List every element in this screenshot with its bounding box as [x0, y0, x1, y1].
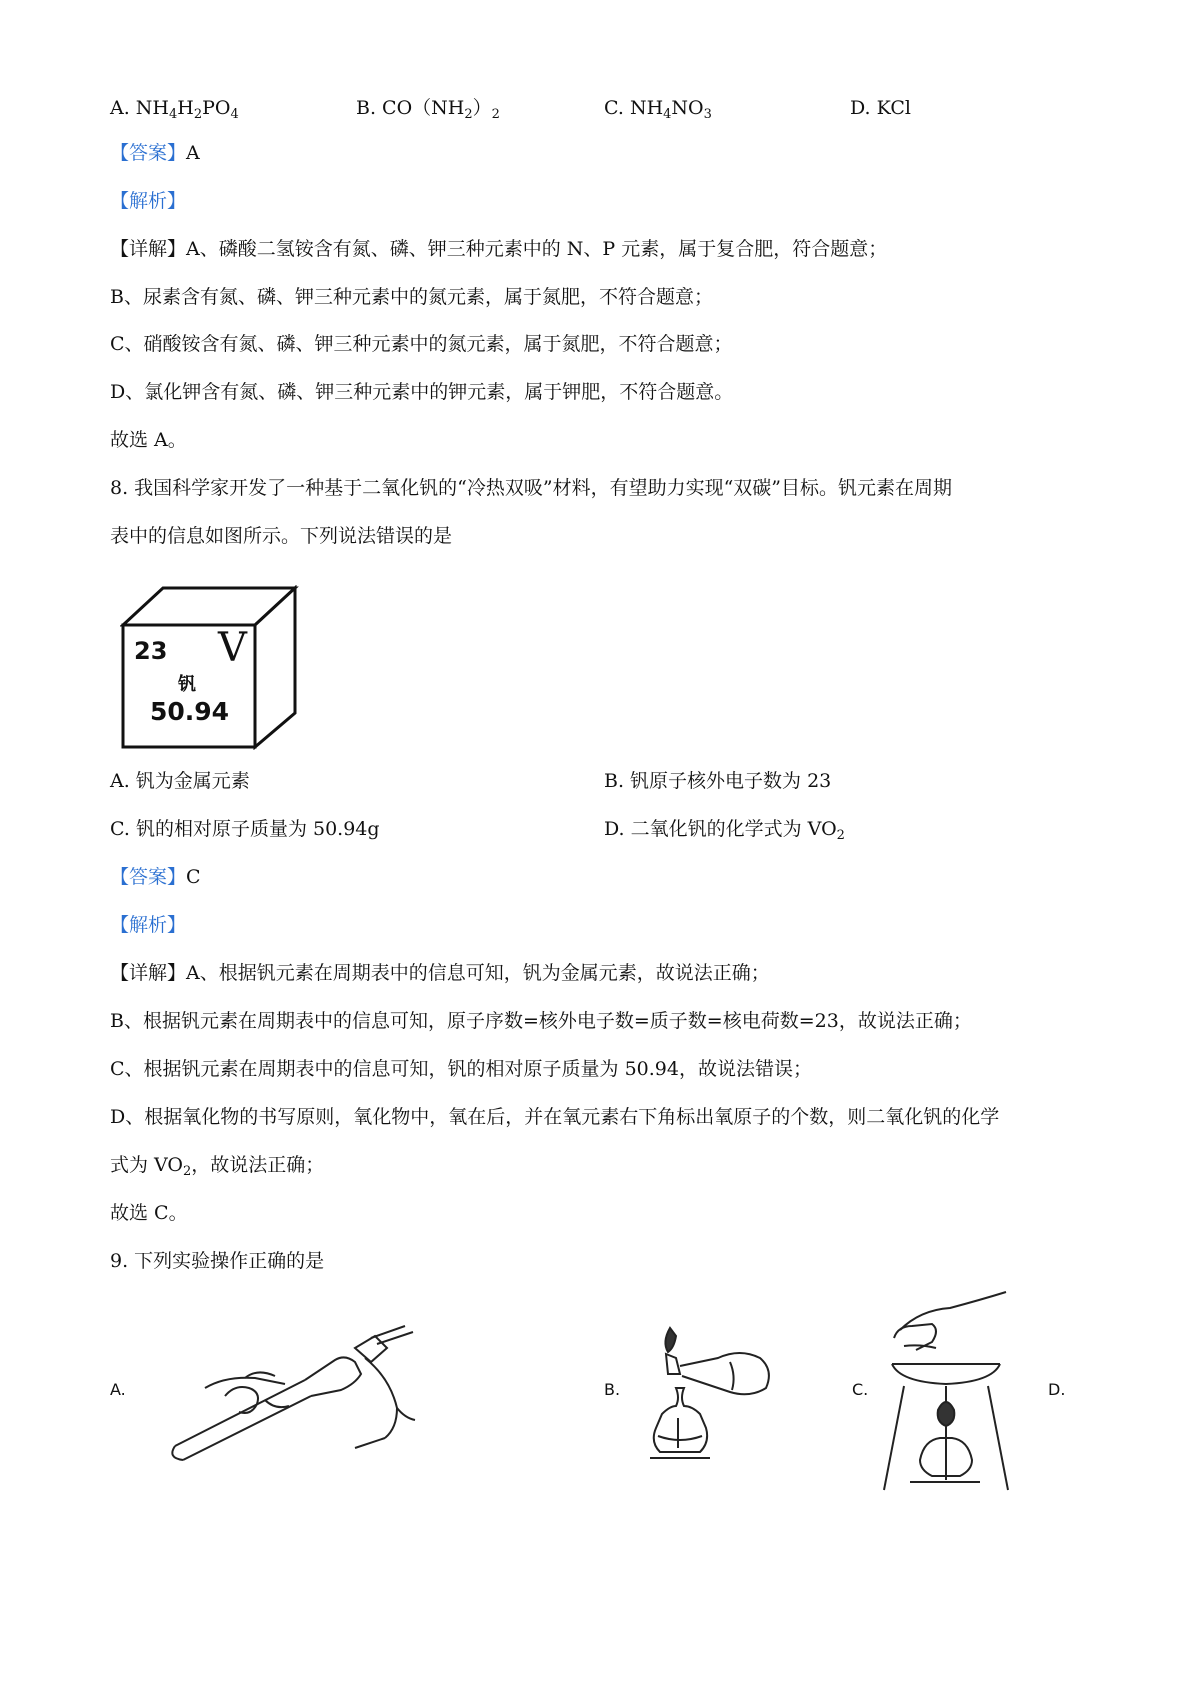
element-symbol: V — [218, 625, 247, 671]
atomic-number: 23 — [134, 637, 168, 665]
q9-label-a: A. — [110, 1380, 126, 1399]
q7-detail-1: 【详解】A、磷酸二氢铵含有氮、磷、钾三种元素中的 N、P 元素，属于复合肥，符合题意； — [110, 238, 888, 260]
q7-detail-3: C、硝酸铵含有氮、磷、钾三种元素中的氮元素，属于氮肥，不符合题意； — [110, 333, 733, 355]
q7-detail-2: B、尿素含有氮、磷、钾三种元素中的氮元素，属于氮肥，不符合题意； — [110, 286, 713, 308]
q9-label-d: D. — [1048, 1380, 1066, 1399]
q8-option-c: C. 钒的相对原子质量为 50.94g — [110, 818, 380, 840]
q8-detail-4: D、根据氧化物的书写原则，氧化物中，氧在后，并在氧元素右下角标出氧原子的个数，则二氧化钒的化学 — [110, 1106, 1000, 1128]
q7-analysis-tag: 【解析】 — [110, 190, 187, 212]
q8-conclusion: 故选 C。 — [110, 1202, 188, 1224]
q9-image-c-heating-dish — [880, 1290, 1020, 1500]
q7-answer: 【答案】A — [110, 142, 200, 164]
q8-option-d: D. 二氧化钒的化学式为 $VO_2$ — [604, 818, 845, 843]
q8-analysis-tag: 【解析】 — [110, 914, 187, 936]
q8-answer: 【答案】C — [110, 866, 201, 888]
q8-detail-1: 【详解】A、根据钒元素在周期表中的信息可知，钒为金属元素，故说法正确； — [110, 962, 770, 984]
atomic-mass: 50.94 — [150, 697, 230, 726]
q7-option-c: C. $NH_4NO_3$ — [604, 97, 712, 122]
vanadium-element-cube — [120, 585, 300, 750]
q7-conclusion: 故选 A。 — [110, 429, 187, 451]
q8-stem-2: 表中的信息如图所示。下列说法错误的是 — [110, 525, 453, 547]
q8-detail-5: 式为 $VO_2$，故说法正确； — [110, 1154, 325, 1179]
q7-option-d: D. KCl — [850, 97, 911, 119]
q9-label-c: C. — [852, 1380, 869, 1399]
tripod-heating-icon — [880, 1290, 1020, 1500]
q7-option-b: B. $CO(NH_2)_2$ — [356, 97, 500, 122]
q8-detail-2: B、根据钒元素在周期表中的信息可知，原子序数=核外电子数=质子数=核电荷数=23，故说法正确； — [110, 1010, 972, 1032]
q9-label-b: B. — [604, 1380, 621, 1399]
q8-option-b: B. 钒原子核外电子数为 23 — [604, 770, 832, 792]
q7-detail-4: D、氯化钾含有氮、磷、钾三种元素中的钾元素，属于钾肥，不符合题意。 — [110, 381, 734, 403]
element-name: 钒 — [178, 674, 196, 695]
q9-image-b-lighting-lamp — [640, 1318, 790, 1478]
q8-option-a: A. 钒为金属元素 — [110, 770, 250, 792]
q9-image-a-pouring-liquid — [165, 1318, 425, 1468]
q9-stem: 9. 下列实验操作正确的是 — [110, 1250, 325, 1272]
pouring-test-tube-icon — [165, 1318, 425, 1468]
q8-stem-1: 8. 我国科学家开发了一种基于二氧化钒的“冷热双吸”材料，有望助力实现“双碳”目标。钒元素在周期 — [110, 477, 953, 499]
q8-detail-3: C、根据钒元素在周期表中的信息可知，钒的相对原子质量为 50.94，故说法错误； — [110, 1058, 812, 1080]
alcohol-lamp-icon — [640, 1318, 790, 1478]
q7-option-a: A. $NH_4H_2PO_4$ — [110, 97, 239, 122]
